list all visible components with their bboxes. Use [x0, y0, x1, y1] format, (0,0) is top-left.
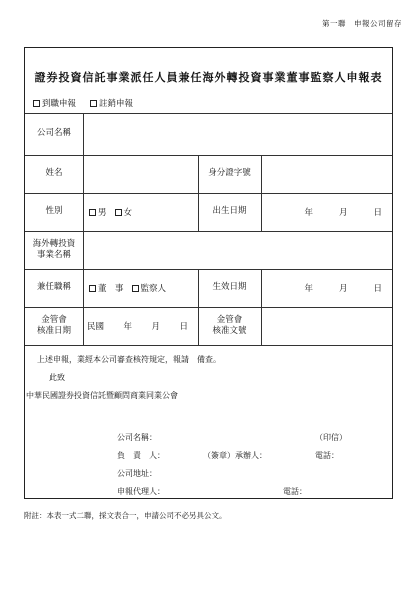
name-field[interactable]: [83, 155, 198, 193]
checkbox-director[interactable]: [89, 285, 96, 292]
application-form: [24, 47, 393, 499]
report-type-cancel-label: 註銷申報: [99, 99, 134, 109]
sign-stamp-handler-label: （簽章）承辦人：: [203, 451, 267, 460]
company-name-sign-label: 公司名稱：: [117, 433, 157, 442]
year-unit: 年: [304, 284, 313, 294]
filing-agent-label: 申報代理人：: [117, 487, 165, 496]
report-type-options: [33, 97, 133, 109]
report-type-cancel[interactable]: [90, 97, 133, 109]
gender-options: [83, 193, 198, 231]
gender-female-label: 女: [123, 208, 133, 218]
company-name-label: 公司名稱: [36, 128, 71, 139]
checkbox-onboard[interactable]: [33, 100, 40, 107]
seal-label: （印信）: [315, 433, 347, 442]
id-number-field[interactable]: [261, 155, 392, 193]
statement-line: 上述申報，業經本公司審查核符規定，報請 備查。: [37, 355, 221, 364]
addressee: 中華民國證券投資信託暨顧問商業同業公會: [26, 391, 178, 400]
salutation: 此致: [49, 373, 65, 382]
copy-note: 第一聯 申報公司留存: [322, 19, 402, 28]
fsc-approval-doc-label: 金管會 核准文號: [212, 314, 247, 336]
grid-line: [25, 345, 392, 346]
checkbox-cancel[interactable]: [90, 100, 97, 107]
effective-date-label: 生效日期: [212, 282, 247, 293]
month-unit: 月: [338, 284, 348, 294]
agent-phone-label: 電話：: [283, 487, 307, 496]
id-number-label: 身分證字號: [208, 168, 251, 179]
year-unit: 年: [304, 208, 313, 218]
company-address-label: 公司地址：: [117, 469, 157, 478]
fsc-approval-date-field[interactable]: [83, 307, 198, 345]
day-unit: 日: [373, 284, 382, 294]
position-options: [83, 269, 198, 307]
gender-label: 性別: [45, 206, 63, 217]
fsc-approval-doc-field[interactable]: [261, 307, 392, 345]
position-option-director[interactable]: [89, 282, 124, 294]
roc-era-label: 民國: [87, 322, 105, 332]
overseas-company-label: 海外轉投資 事業名稱: [32, 238, 76, 260]
company-name-field[interactable]: [83, 113, 392, 155]
report-type-onboard-label: 到職申報: [42, 99, 77, 109]
checkbox-female[interactable]: [115, 209, 122, 216]
year-unit: 年: [123, 322, 132, 332]
birth-date-label: 出生日期: [212, 206, 247, 217]
gender-male-label: 男: [98, 208, 107, 218]
day-unit: 日: [373, 208, 382, 218]
footnote: 附註：本表一式二聯，採文表合一，申請公司不必另具公文。: [24, 511, 227, 520]
responsible-person-label: 負 責 人：: [117, 451, 165, 460]
birth-date-field[interactable]: [261, 193, 392, 231]
position-supervisor-label: 監察人: [140, 284, 167, 294]
fsc-approval-date-label: 金管會 核准日期: [36, 314, 71, 336]
gender-option-male[interactable]: [89, 206, 107, 218]
checkbox-supervisor[interactable]: [132, 285, 139, 292]
position-option-supervisor[interactable]: [132, 282, 167, 294]
name-label: 姓名: [45, 168, 63, 179]
report-type-onboard[interactable]: [33, 97, 76, 109]
month-unit: 月: [338, 208, 348, 218]
position-label: 兼任職稱: [36, 282, 71, 293]
day-unit: 日: [179, 322, 188, 332]
gender-option-female[interactable]: [115, 206, 133, 218]
form-title: 證券投資信託事業派任人員兼任海外轉投資事業董事監察人申報表: [34, 71, 383, 84]
position-director-label: 董 事: [98, 284, 124, 294]
checkbox-male[interactable]: [89, 209, 96, 216]
effective-date-field[interactable]: [261, 269, 392, 307]
month-unit: 月: [151, 322, 160, 332]
overseas-company-field[interactable]: [83, 231, 392, 269]
handler-phone-label: 電話：: [315, 451, 339, 460]
